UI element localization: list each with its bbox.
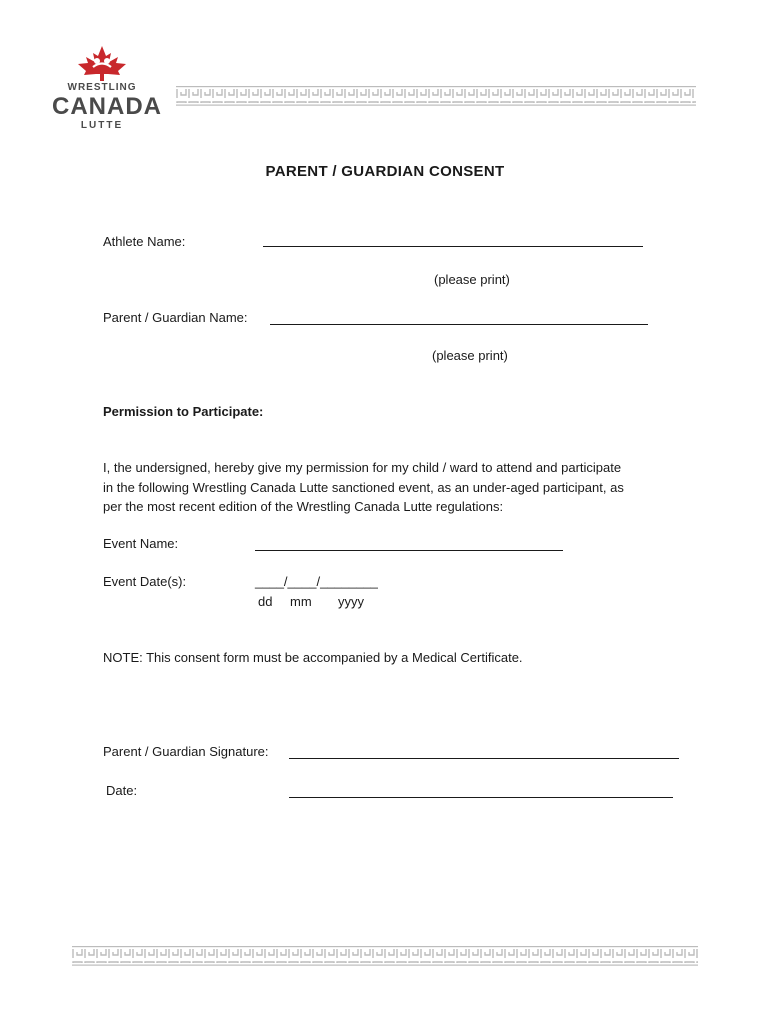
event-name-field[interactable]: [255, 550, 563, 551]
date-hint-dd: dd: [258, 594, 273, 609]
guardian-name-hint: (please print): [432, 348, 508, 363]
athlete-name-field[interactable]: [263, 246, 643, 247]
athlete-name-hint: (please print): [434, 272, 510, 287]
wrestling-canada-logo: [52, 44, 162, 136]
logo-text-canada: CANADA: [52, 93, 162, 120]
date-hint-mm: mm: [290, 594, 312, 609]
medical-certificate-note: NOTE: This consent form must be accompanied by a Medical Certificate.: [103, 650, 523, 665]
date-label: Date:: [106, 783, 138, 798]
permission-text-line-2: in the following Wrestling Canada Lutte sanctioned event, as an under-aged participant, as: [103, 480, 624, 495]
event-name-label: Event Name:: [103, 536, 179, 551]
logo-text-lutte: LUTTE: [80, 120, 124, 131]
permission-text-line-3: per the most recent edition of the Wrestling Canada Lutte regulations:: [103, 499, 504, 514]
date-field[interactable]: [289, 797, 673, 798]
greek-key-border-bottom: [72, 946, 698, 966]
signature-label: Parent / Guardian Signature:: [103, 744, 269, 759]
guardian-name-label: Parent / Guardian Name:: [103, 310, 248, 325]
guardian-name-field[interactable]: [270, 324, 648, 325]
signature-field[interactable]: [289, 758, 679, 759]
event-dates-label: Event Date(s):: [103, 574, 187, 589]
logo-text-wrestling: WRESTLING: [67, 82, 137, 93]
event-date-field[interactable]: ____/____/________: [255, 574, 378, 589]
date-hint-yyyy: yyyy: [338, 594, 364, 609]
page-title: PARENT / GUARDIAN CONSENT: [265, 163, 505, 180]
permission-heading: Permission to Participate:: [103, 404, 264, 419]
athlete-name-label: Athlete Name:: [103, 234, 186, 249]
maple-leaf-icon: [74, 44, 130, 82]
greek-key-border-top: [176, 86, 696, 106]
permission-text-line-1: I, the undersigned, hereby give my permission for my child / ward to attend and participate: [103, 460, 622, 475]
